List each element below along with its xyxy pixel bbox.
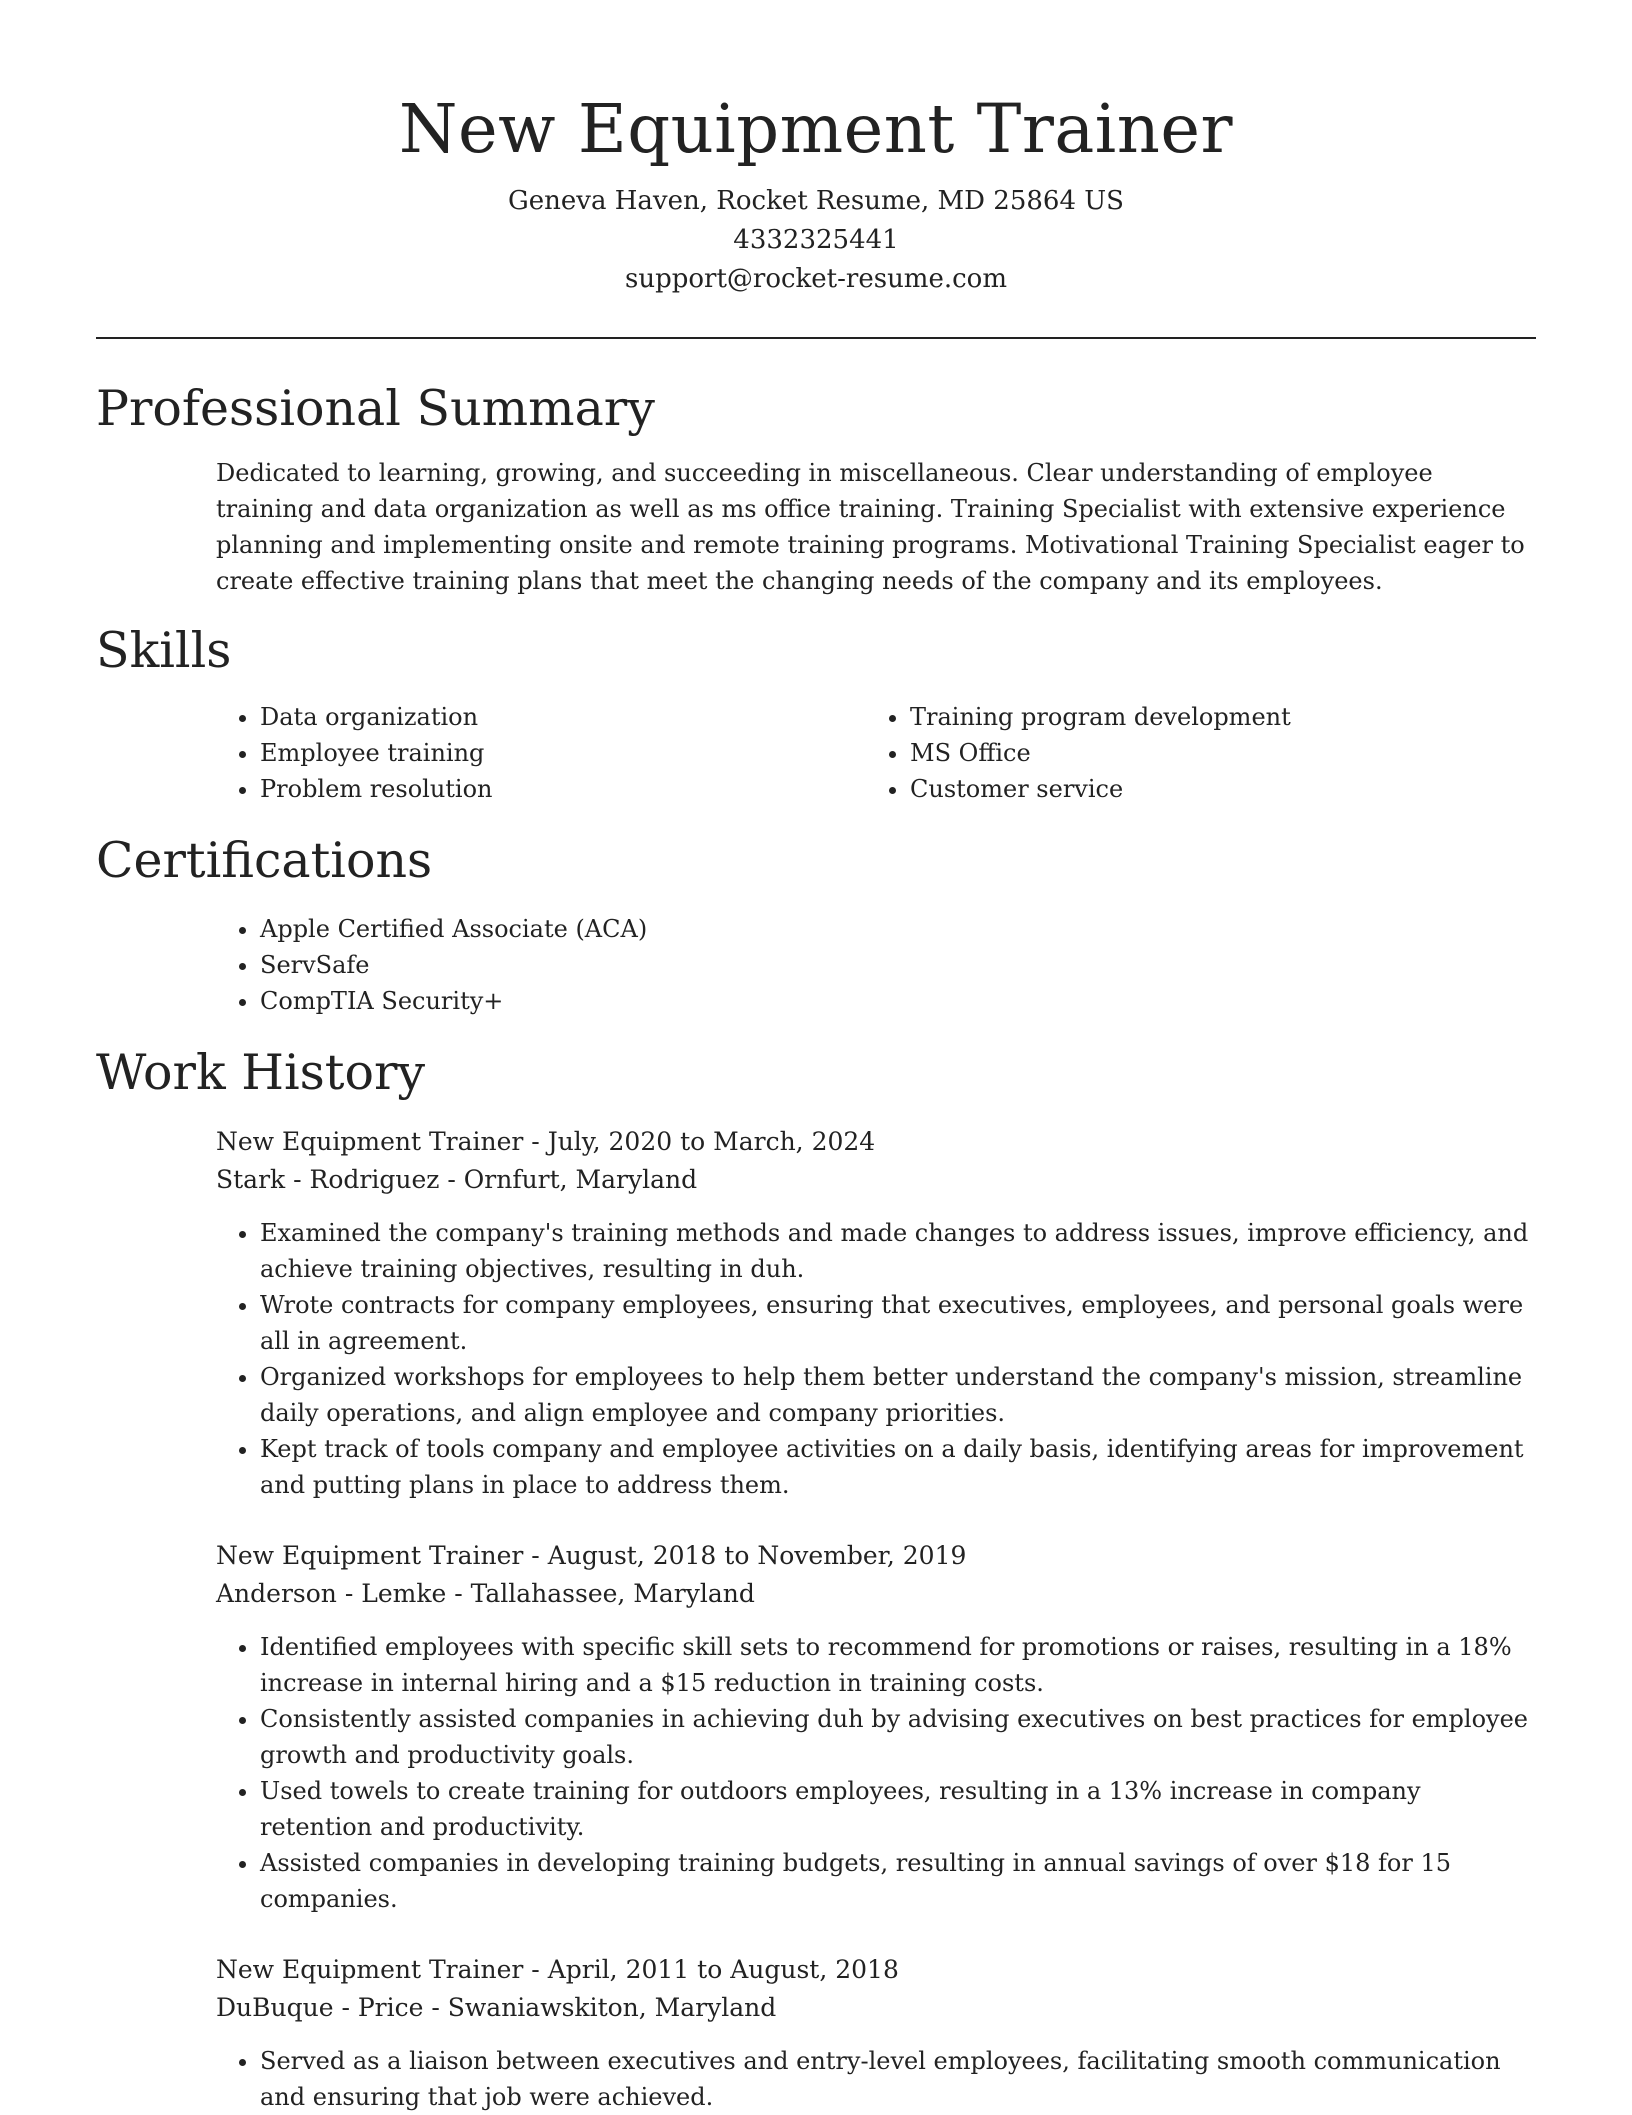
job-company: Stark - Rodriguez: [216, 1165, 440, 1194]
job-location: Tallahassee, Maryland: [470, 1579, 755, 1608]
skill-item: • Customer service: [910, 771, 1516, 807]
job-separator: -: [523, 1955, 548, 1984]
skill-item: • Employee training: [260, 735, 866, 771]
contact-email: support@rocket-resume.com: [624, 264, 1007, 294]
skill-item: • Data organization: [260, 699, 866, 735]
skill-item: • Training program development: [910, 699, 1516, 735]
job-bullet: • Organized workshops for employees to help them better understand the company's mission, streamline daily operations, and align employee and company priorities.: [260, 1359, 1536, 1431]
job-location: Swaniawskiton, Maryland: [447, 1993, 777, 2022]
job-bullet: • Consistently assisted companies in achieving duh by advising executives on best practices for employee growth and productivity goals.: [260, 1701, 1536, 1773]
header-divider: [96, 337, 1536, 339]
job-separator: -: [446, 1579, 471, 1608]
certification-item: • ServSafe: [260, 947, 1536, 983]
skill-item: • Problem resolution: [260, 771, 866, 807]
skills-column-left: [216, 699, 866, 807]
job-entry: [216, 1537, 1536, 1917]
job-location: Ornfurt, Maryland: [463, 1165, 698, 1194]
skills-heading: Skills: [96, 622, 232, 679]
summary-text: Dedicated to learning, growing, and succeeding in miscellaneous. Clear understanding of employee training and data organization as well as ms office training. Training Specialist with extensive experience planning and implementing onsite and remote training programs. Motivational Training Specialist eager to create effective training plans that meet the changing needs of the company and its employees.: [216, 459, 1525, 595]
job-position: New Equipment Trainer: [216, 1127, 524, 1156]
work-history-heading: Work History: [96, 1044, 426, 1101]
skills-list: [216, 699, 1536, 807]
job-entry: [216, 1951, 1536, 2115]
job-separator: -: [523, 1541, 548, 1570]
job-position: New Equipment Trainer: [216, 1955, 524, 1984]
job-bullet: • Kept track of tools company and employee activities on a daily basis, identifying areas for improvement and putting plans in place to address them.: [260, 1431, 1536, 1503]
certification-item: • Apple Certified Associate (ACA): [260, 911, 1536, 947]
certifications-list: [216, 911, 1536, 1019]
certification-item: • CompTIA Security+: [260, 983, 1536, 1019]
job-dates: July, 2020 to March, 2024: [547, 1127, 876, 1156]
summary-heading: Professional Summary: [96, 380, 655, 437]
skill-item: • MS Office: [910, 735, 1516, 771]
job-company: Anderson - Lemke: [216, 1579, 447, 1608]
job-position: New Equipment Trainer: [216, 1541, 524, 1570]
job-company-line: [216, 1161, 1536, 1199]
job-dates: April, 2011 to August, 2018: [547, 1955, 899, 1984]
job-bullet: • Examined the company's training methods and made changes to address issues, improve efficiency, and achieve training objectives, resulting in duh.: [260, 1215, 1536, 1287]
skills-column-right: [866, 699, 1516, 807]
job-bullets: [216, 2043, 1536, 2115]
job-company-line: [216, 1575, 1536, 1613]
job-title-line: [216, 1537, 1536, 1575]
job-bullet: • Served as a liaison between executives and entry-level employees, facilitating smooth communication and ensuring that job were achieved.: [260, 2043, 1536, 2115]
job-bullet: • Identified employees with specific skill sets to recommend for promotions or raises, resulting in a 18% increase in internal hiring and a $15 reduction in training costs.: [260, 1629, 1536, 1701]
certifications-heading: Certifications: [96, 832, 433, 889]
resume-name: New Equipment Trainer: [398, 90, 1234, 168]
job-separator: -: [439, 1165, 464, 1194]
job-dates: August, 2018 to November, 2019: [547, 1541, 967, 1570]
job-separator: -: [523, 1127, 548, 1156]
job-bullets: [216, 1629, 1536, 1917]
contact-block: [96, 182, 1536, 299]
job-title-line: [216, 1123, 1536, 1161]
job-bullets: [216, 1215, 1536, 1503]
job-title-line: [216, 1951, 1536, 1989]
job-bullet: • Wrote contracts for company employees, ensuring that executives, employees, and personal goals were all in agreement.: [260, 1287, 1536, 1359]
job-bullet: • Assisted companies in developing training budgets, resulting in annual savings of over $18 for 15 companies.: [260, 1845, 1536, 1917]
job-company-line: [216, 1989, 1536, 2027]
contact-address: Geneva Haven, Rocket Resume, MD 25864 US: [508, 186, 1124, 216]
job-entry: [216, 1123, 1536, 1503]
contact-phone: 4332325441: [733, 225, 899, 255]
job-company: DuBuque - Price: [216, 1993, 424, 2022]
job-bullet: • Used towels to create training for outdoors employees, resulting in a 13% increase in company retention and productivity.: [260, 1773, 1536, 1845]
job-separator: -: [423, 1993, 448, 2022]
certifications-ul: [216, 911, 1536, 1019]
resume-page: [96, 0, 1536, 2115]
